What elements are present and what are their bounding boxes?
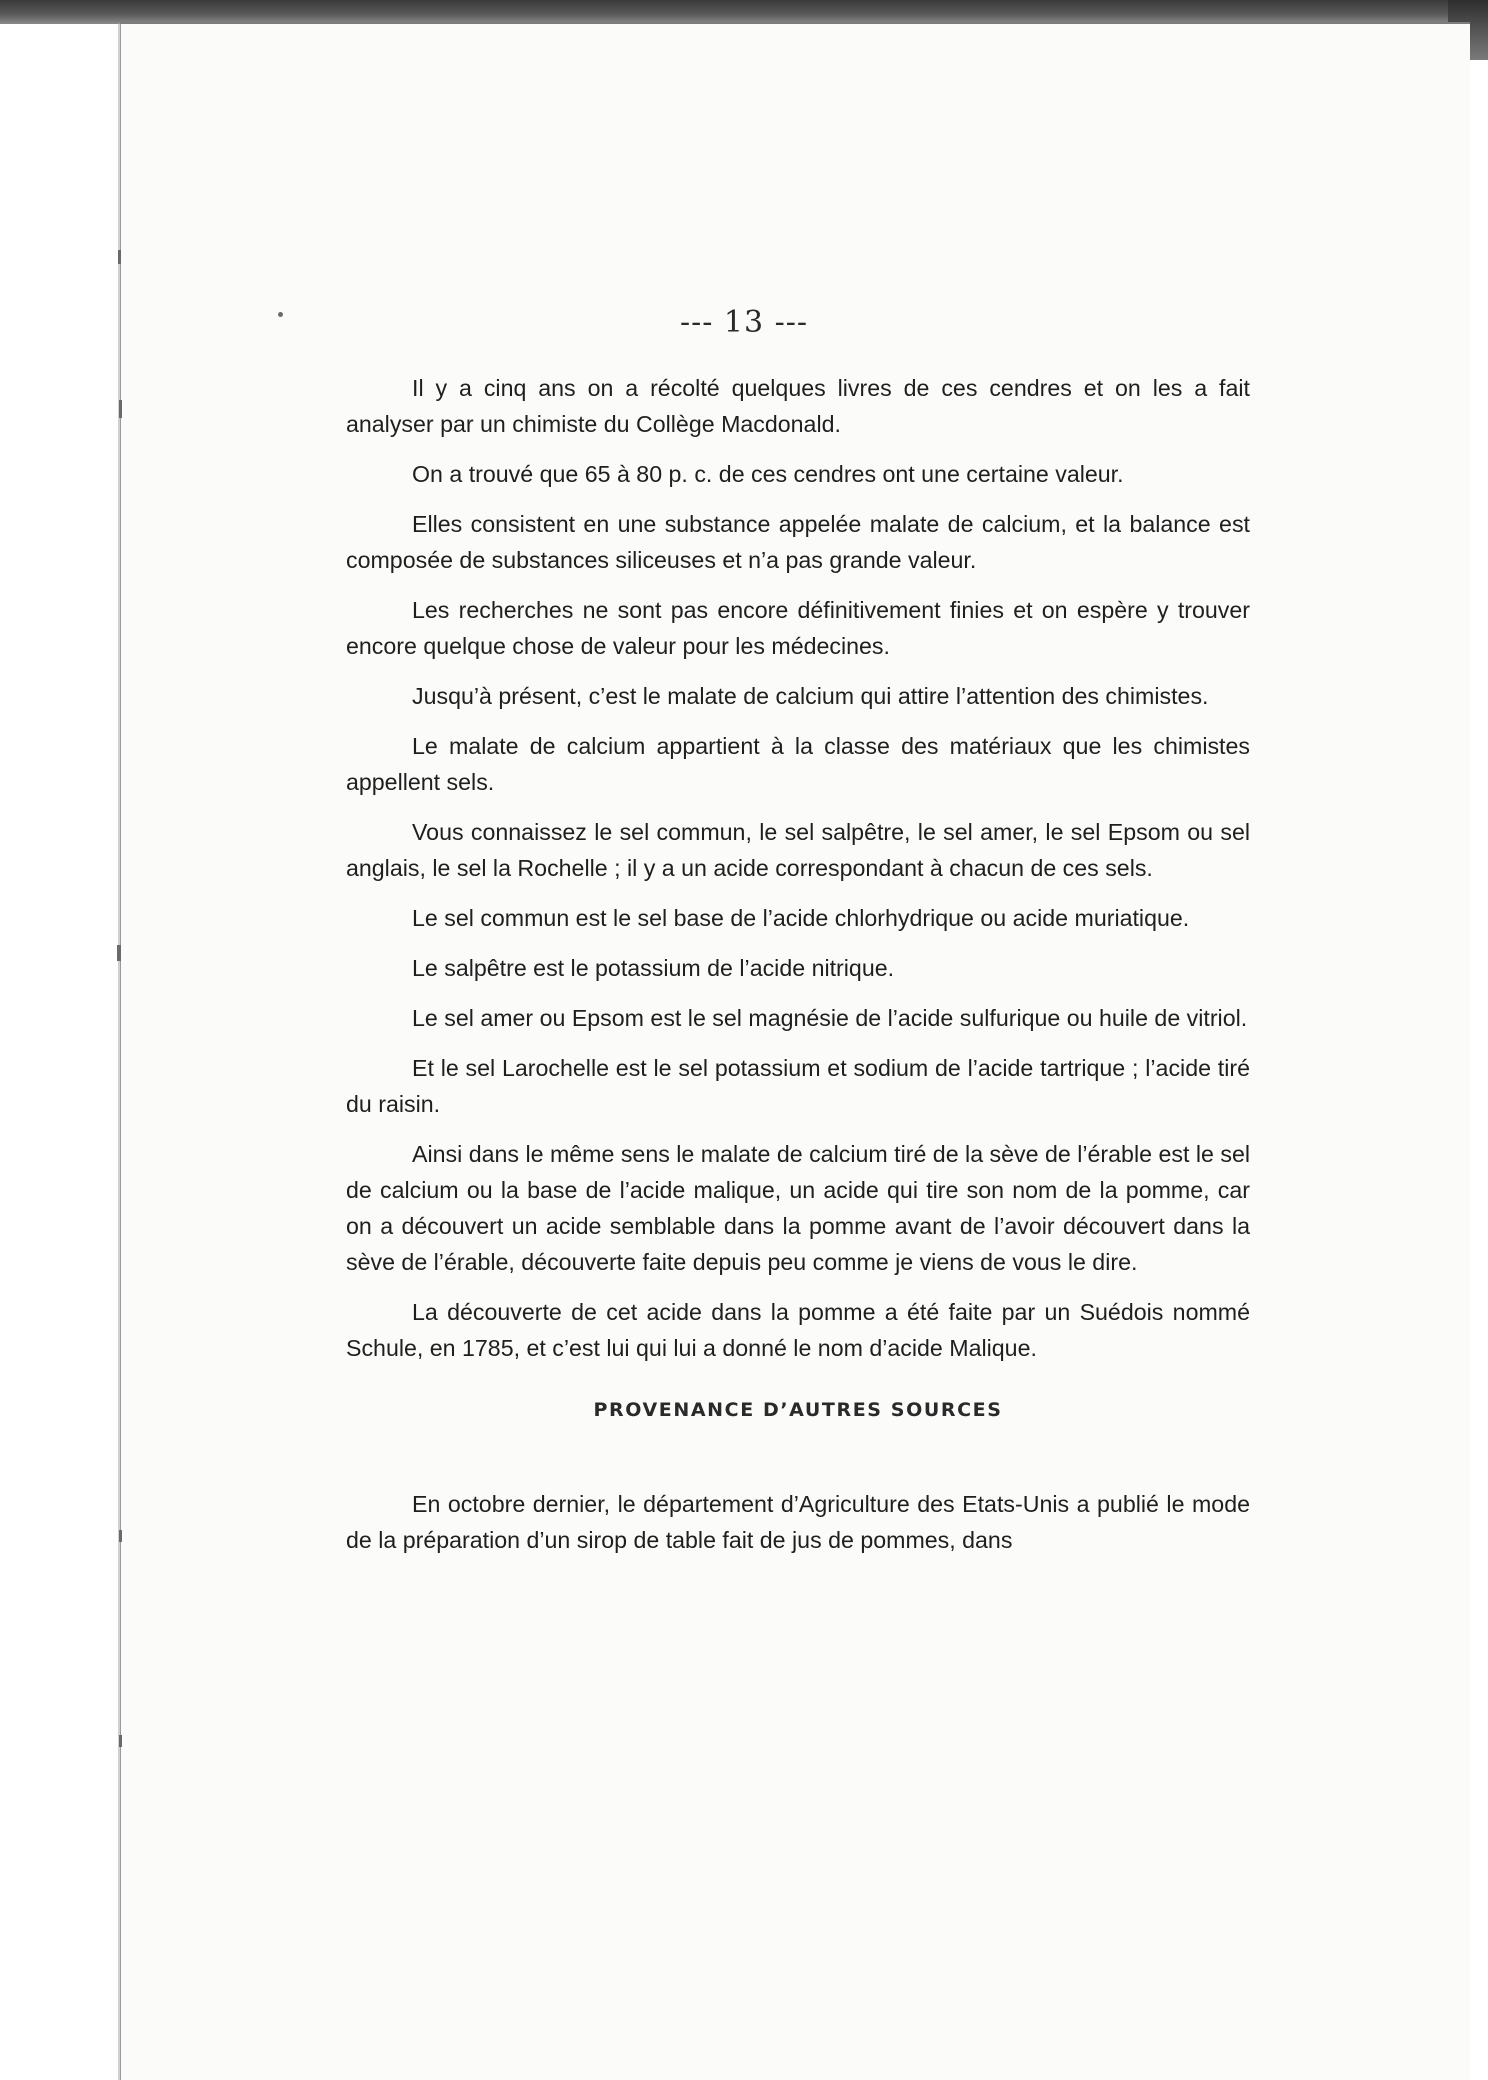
scan-top-edge	[0, 0, 1488, 24]
margin-speck	[119, 400, 122, 418]
paragraph: En octobre dernier, le département d’Agriculture des Etats-Unis a publié le mode de la préparation d’un sirop de table fait de jus de pommes, dans	[346, 1491, 1250, 1553]
margin-speck	[117, 945, 121, 961]
paragraph: Elles consistent en une substance appelée malate de calcium, et la balance est composée de substances siliceuses et n’a pas grande valeur.	[346, 511, 1250, 573]
paragraph: Il y a cinq ans on a récolté quelques livres de ces cendres et on les a fait analyser par un chimiste du Collège Macdonald.	[346, 375, 1250, 437]
paragraph: La découverte de cet acide dans la pomme a été faite par un Suédois nommé Schule, en 1785, et c’est lui qui lui a donné le nom d’acide Malique.	[346, 1299, 1250, 1361]
section-heading: PROVENANCE D’AUTRES SOURCES	[593, 1399, 1003, 1421]
margin-speck	[118, 250, 121, 264]
paragraph: Les recherches ne sont pas encore définitivement finies et on espère y trouver encore quelque chose de valeur pour les médecines.	[346, 597, 1250, 659]
paragraph: Et le sel Larochelle est le sel potassium et sodium de l’acide tartrique ; l’acide tiré du raisin.	[346, 1055, 1250, 1117]
page-body	[346, 370, 1250, 1572]
paragraph: Le salpêtre est le potassium de l’acide nitrique.	[412, 955, 895, 981]
paragraph: Ainsi dans le même sens le malate de calcium tiré de la sève de l’érable est le sel de calcium ou la base de l’acide malique, un acide qui tire son nom de la pomme, car on a découvert un acide semblable dans la pomme avant de l’avoir découvert dans la sève de l’érable, découverte faite depuis peu comme je viens de vous le dire.	[346, 1141, 1250, 1275]
margin-speck	[119, 1530, 122, 1542]
paragraph: Jusqu’à présent, c’est le malate de calcium qui attire l’attention des chimistes.	[412, 683, 1209, 709]
margin-speck	[119, 1735, 122, 1747]
paragraph: On a trouvé que 65 à 80 p. c. de ces cendres ont une certaine valeur.	[412, 461, 1124, 487]
page-number: --- 13 ---	[679, 305, 809, 340]
paragraph: Vous connaissez le sel commun, le sel salpêtre, le sel amer, le sel Epsom ou sel anglais, le sel la Rochelle ; il y a un acide correspondant à chacun de ces sels.	[346, 819, 1250, 881]
paragraph: Le sel amer ou Epsom est le sel magnésie de l’acide sulfurique ou huile de vitriol.	[412, 1005, 1248, 1031]
paragraph: Le malate de calcium appartient à la classe des matériaux que les chimistes appellent sels.	[346, 733, 1250, 795]
paragraph: Le sel commun est le sel base de l’acide chlorhydrique ou acide muriatique.	[412, 905, 1190, 931]
